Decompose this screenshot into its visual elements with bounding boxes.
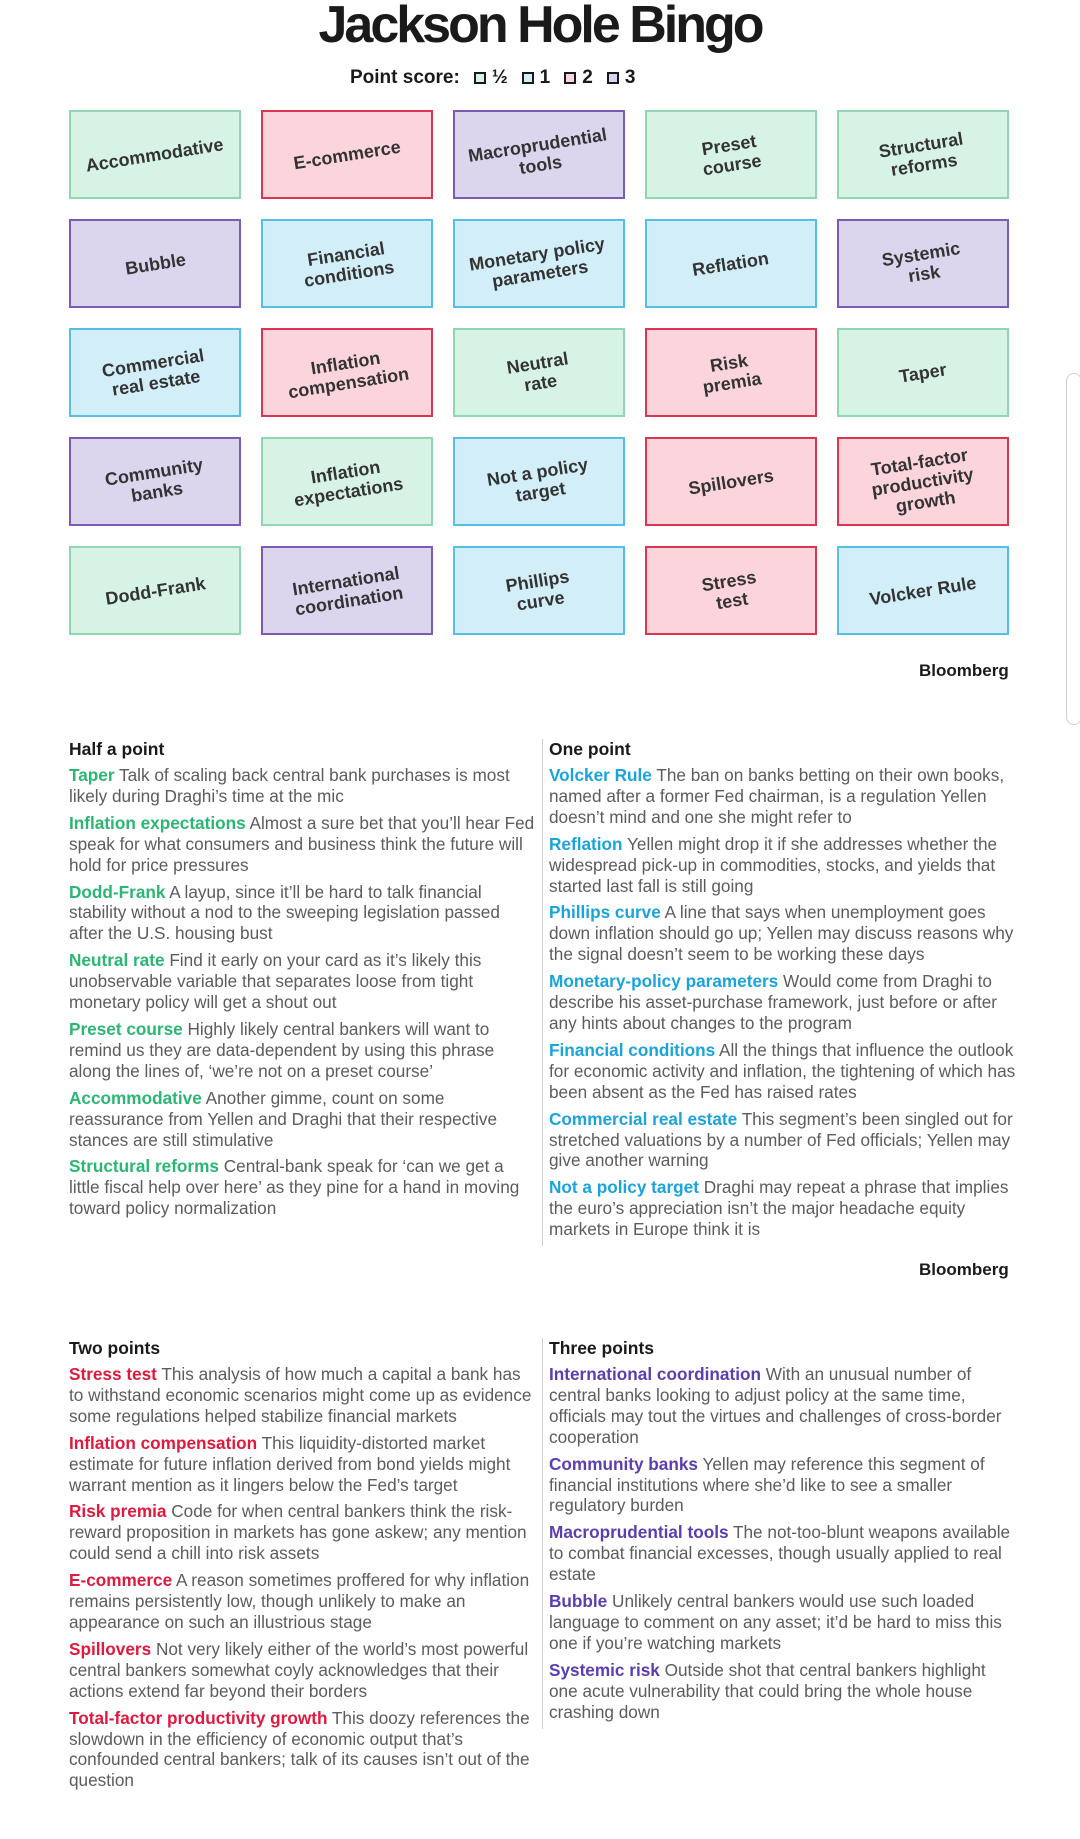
glossary-entry bbox=[69, 1019, 539, 1082]
glossary-description: Highly likely central bankers will want to remind us they are data-dependent by using this phrase along the lines of, ‘we’re not on a preset course’ bbox=[69, 1018, 495, 1081]
bingo-cell-label: Spillovers bbox=[686, 464, 776, 499]
legend-item-label: 2 bbox=[582, 67, 593, 88]
glossary-description: A reason sometimes proffered for why inflation remains persistently low, though unlikely to make an appearance on such an illustrious stage bbox=[69, 1570, 530, 1632]
bingo-cell bbox=[645, 328, 817, 417]
bingo-cell bbox=[837, 219, 1009, 308]
bingo-cell bbox=[645, 219, 817, 308]
section-heading: Three points bbox=[549, 1338, 655, 1358]
glossary-description: Outside shot that central bankers highlight one acute vulnerability that could bring the whole house crashing down bbox=[549, 1659, 986, 1722]
glossary-entry bbox=[69, 1501, 539, 1564]
glossary-term: International coordination bbox=[549, 1364, 761, 1384]
glossary-term: Stress test bbox=[69, 1364, 157, 1384]
bingo-cell-label: Structural reforms bbox=[877, 128, 965, 180]
glossary-description: Find it early on your card as it’s likely this unobservable variable that separates loose from tight monetary policy will get a shout out bbox=[69, 950, 482, 1013]
glossary-description: Central-bank speak for ‘can we get a little fiscal help over here’ as they pine for a hand in moving toward policy normalization bbox=[69, 1156, 520, 1219]
glossary-description: This analysis of how much a capital a bank has to withstand economic scenarios might come up as evidence some regulations helped stabilize financial markets bbox=[69, 1364, 532, 1426]
section-half-point bbox=[69, 739, 539, 1225]
glossary-entry bbox=[549, 1109, 1019, 1172]
section-heading: Half a point bbox=[69, 739, 165, 759]
glossary-entry bbox=[69, 1708, 539, 1792]
entry-list bbox=[549, 765, 1019, 1240]
glossary-entry bbox=[549, 1522, 1019, 1585]
bingo-cell bbox=[261, 546, 433, 635]
glossary-entry bbox=[549, 1454, 1019, 1517]
glossary-description: All the things that influence the outlook for economic activity and inflation, the tightening of which has been absent as the Fed has raised rates bbox=[549, 1039, 1016, 1102]
glossary-term: Taper bbox=[69, 765, 115, 785]
glossary-entry bbox=[69, 1570, 539, 1633]
glossary-term: Monetary-policy parameters bbox=[549, 971, 779, 992]
glossary-term: Systemic risk bbox=[549, 1659, 660, 1680]
bingo-cell-label: Commercial real estate bbox=[100, 344, 206, 400]
glossary-entry bbox=[549, 971, 1019, 1034]
glossary-term: Phillips curve bbox=[549, 902, 661, 923]
glossary-entry bbox=[69, 1433, 539, 1496]
bingo-cell-label: Volcker Rule bbox=[868, 572, 978, 609]
bingo-cell-label: Monetary policy parameters bbox=[468, 233, 607, 291]
glossary-description: With an unusual number of central banks looking to adjust policy at the same time, officials may tout the virtues and challenges of cross-border cooperation bbox=[549, 1364, 1002, 1447]
bingo-cell-label: Reflation bbox=[691, 247, 771, 280]
glossary-entry bbox=[69, 765, 539, 807]
glossary-description: Talk of scaling back central bank purchases is most likely during Draghi’s time at the mic bbox=[69, 765, 510, 806]
glossary-term: Structural reforms bbox=[69, 1156, 219, 1177]
legend-item-label: 1 bbox=[539, 67, 551, 88]
bingo-cell-label: Inflation expectations bbox=[292, 456, 405, 510]
legend-item-label: 3 bbox=[624, 67, 636, 88]
legend-label: Point score: bbox=[350, 67, 460, 88]
glossary-entry bbox=[69, 1364, 539, 1427]
bingo-cell bbox=[69, 328, 241, 417]
bingo-cell-label: Accommodative bbox=[84, 133, 226, 176]
glossary-description: Almost a sure bet that you’ll hear Fed speak for what consumers and business think the future will hold for price pressures bbox=[69, 812, 535, 875]
bingo-cell-label: Risk premia bbox=[701, 349, 764, 397]
glossary-entry bbox=[549, 834, 1019, 897]
glossary-description: This liquidity-distorted market estimate for future inflation derived from bond yields might warrant mention as it lingers below the Fed’s target bbox=[69, 1432, 511, 1495]
bingo-cell bbox=[453, 219, 625, 308]
legend-item-two bbox=[564, 67, 593, 89]
glossary-description: The ban on banks betting on their own books, named after a former Fed chairman, is a regulation Yellen doesn’t mind and one she might refer to bbox=[549, 765, 1005, 827]
legend-swatch bbox=[522, 72, 534, 84]
glossary-term: Risk premia bbox=[69, 1501, 167, 1522]
glossary-entry bbox=[549, 902, 1019, 965]
bingo-cell-label: Community banks bbox=[102, 454, 204, 506]
glossary-entry bbox=[549, 1591, 1019, 1654]
glossary-entry bbox=[69, 882, 539, 945]
bingo-cell-label: Not a policy target bbox=[485, 453, 590, 506]
legend-swatch bbox=[474, 72, 486, 84]
point-score-legend bbox=[350, 66, 649, 90]
glossary-term: E-commerce bbox=[69, 1570, 173, 1591]
glossary-description: Draghi may repeat a phrase that implies the euro’s appreciation isn’t the major headache equity markets in Europe think it is bbox=[549, 1177, 1009, 1240]
bingo-cell bbox=[645, 110, 817, 199]
page-title: Jackson Hole Bingo bbox=[318, 0, 762, 54]
glossary-entry bbox=[549, 765, 1019, 828]
glossary-term: Preset course bbox=[69, 1018, 183, 1039]
glossary-entry bbox=[549, 1040, 1019, 1103]
section-three-points bbox=[542, 1338, 1019, 1729]
glossary-term: Total-factor productivity growth bbox=[69, 1707, 328, 1728]
bingo-cell-label: Macroprudential tools bbox=[466, 123, 609, 178]
bingo-cell bbox=[453, 110, 625, 199]
legend-item-label: ½ bbox=[491, 67, 508, 88]
bingo-cell-label: Neutral rate bbox=[505, 347, 570, 395]
glossary-term: Inflation compensation bbox=[69, 1432, 258, 1453]
bingo-cell bbox=[69, 437, 241, 526]
bingo-cell bbox=[837, 546, 1009, 635]
bingo-cell bbox=[837, 328, 1009, 417]
source-credit: Bloomberg bbox=[919, 1260, 1009, 1279]
glossary-term: Bubble bbox=[549, 1591, 608, 1612]
bingo-cell bbox=[453, 437, 625, 526]
entry-list bbox=[69, 1364, 539, 1791]
bingo-cell bbox=[645, 437, 817, 526]
glossary-term: Community banks bbox=[549, 1453, 698, 1474]
glossary-entry bbox=[69, 1156, 539, 1219]
glossary-term: Dodd-Frank bbox=[69, 881, 166, 902]
glossary-entry bbox=[549, 1660, 1019, 1723]
bingo-cell bbox=[645, 546, 817, 635]
bingo-cell bbox=[453, 546, 625, 635]
bingo-cell bbox=[261, 328, 433, 417]
section-two-points bbox=[69, 1338, 539, 1797]
glossary-term: Accommodative bbox=[69, 1087, 202, 1108]
legend-swatch bbox=[607, 72, 619, 84]
bingo-cell-label: International coordination bbox=[290, 562, 404, 619]
bingo-cell bbox=[69, 546, 241, 635]
bingo-cell-label: Preset course bbox=[700, 130, 764, 179]
entry-list bbox=[69, 765, 539, 1219]
bingo-cell-label: Systemic risk bbox=[880, 237, 963, 286]
section-heading: One point bbox=[549, 739, 631, 759]
glossary-term: Volcker Rule bbox=[549, 765, 652, 785]
glossary-description: This doozy references the slowdown in the efficiency of economic output that’s confounded central bankers; talk of its causes isn’t out of the question bbox=[69, 1707, 530, 1791]
bingo-cell-label: Financial conditions bbox=[302, 237, 396, 291]
bingo-cell bbox=[837, 437, 1009, 526]
bingo-cell-label: Total-factor productivity growth bbox=[870, 444, 976, 516]
glossary-description: Code for when central bankers think the risk-reward proposition in markets has gone askew; any mention could send a chill into risk assets bbox=[69, 1501, 527, 1564]
glossary-description: Not very likely either of the world’s most powerful central bankers somewhat coyly acknowledges that their actions extend far beyond their borders bbox=[69, 1638, 529, 1701]
glossary-term: Inflation expectations bbox=[69, 812, 246, 833]
bingo-cell-label: Phillips curve bbox=[504, 565, 571, 615]
glossary-entry bbox=[69, 1088, 539, 1151]
glossary-description: This segment’s been singled out for stretched valuations by a number of Fed officials; Yellen may give another warning bbox=[549, 1108, 1013, 1171]
bingo-cell bbox=[261, 437, 433, 526]
bingo-cell bbox=[261, 110, 433, 199]
bingo-cell-label: E-commerce bbox=[292, 136, 402, 173]
legend-swatch bbox=[564, 72, 576, 84]
glossary-entry bbox=[69, 950, 539, 1013]
glossary-description: The not-too-blunt weapons available to combat financial excesses, though usually applied to real estate bbox=[549, 1522, 1011, 1585]
glossary-term: Spillovers bbox=[69, 1638, 152, 1659]
bingo-cell bbox=[69, 110, 241, 199]
glossary-description: Yellen might drop it if she addresses whether the widespread pick-up in commodities, stocks, and yields that started last fall is still going bbox=[549, 833, 998, 896]
bingo-cell bbox=[453, 328, 625, 417]
glossary-term: Financial conditions bbox=[549, 1039, 716, 1060]
glossary-term: Macroprudential tools bbox=[549, 1522, 729, 1543]
bingo-cell-label: Bubble bbox=[123, 248, 187, 279]
glossary-entry bbox=[549, 1364, 1019, 1448]
glossary-description: Another gimme, count on some reassurance from Yellen and Draghi that their respective stances are still stimulative bbox=[69, 1087, 498, 1150]
bingo-cell-label: Dodd-Frank bbox=[103, 572, 207, 609]
bingo-card bbox=[69, 110, 1009, 638]
glossary-term: Not a policy target bbox=[549, 1177, 699, 1198]
glossary-description: Would come from Draghi to describe his asset-purchase framework, just before or after any hints about changes to the program bbox=[549, 971, 998, 1033]
glossary-term: Neutral rate bbox=[69, 950, 165, 971]
legend-item-three bbox=[607, 67, 636, 89]
bingo-cell bbox=[69, 219, 241, 308]
scrollbar[interactable] bbox=[1066, 373, 1080, 725]
glossary-entry bbox=[69, 1639, 539, 1702]
glossary-entry bbox=[549, 1177, 1019, 1240]
bingo-cell-label: Taper bbox=[897, 358, 949, 387]
glossary-description: Yellen may reference this segment of financial institutions where she’d like to see a smaller regulatory burden bbox=[549, 1453, 985, 1516]
glossary-entry bbox=[69, 813, 539, 876]
glossary-description: A line that says when unemployment goes down inflation should go up; Yellen may discuss reasons why the signal doesn’t seem to be working these days bbox=[549, 902, 1014, 965]
glossary-description: A layup, since it’ll be hard to talk financial stability without a nod to the sweeping legislation passed after the U.S. housing bust bbox=[69, 881, 500, 944]
glossary-term: Commercial real estate bbox=[549, 1108, 738, 1129]
entry-list bbox=[549, 1364, 1019, 1723]
legend-item-half bbox=[474, 67, 508, 89]
section-heading: Two points bbox=[69, 1338, 161, 1358]
glossary-term: Reflation bbox=[549, 833, 623, 854]
section-one-point bbox=[542, 739, 1019, 1246]
source-credit: Bloomberg bbox=[919, 661, 1009, 680]
legend-item-one bbox=[522, 67, 551, 89]
bingo-cell bbox=[837, 110, 1009, 199]
bingo-cell-label: Stress test bbox=[700, 566, 759, 613]
bingo-cell bbox=[261, 219, 433, 308]
glossary-description: Unlikely central bankers would use such loaded language to comment on any asset; it’d be hard to miss this one if you’re watching markets bbox=[549, 1591, 1002, 1653]
bingo-cell-label: Inflation compensation bbox=[286, 347, 411, 402]
